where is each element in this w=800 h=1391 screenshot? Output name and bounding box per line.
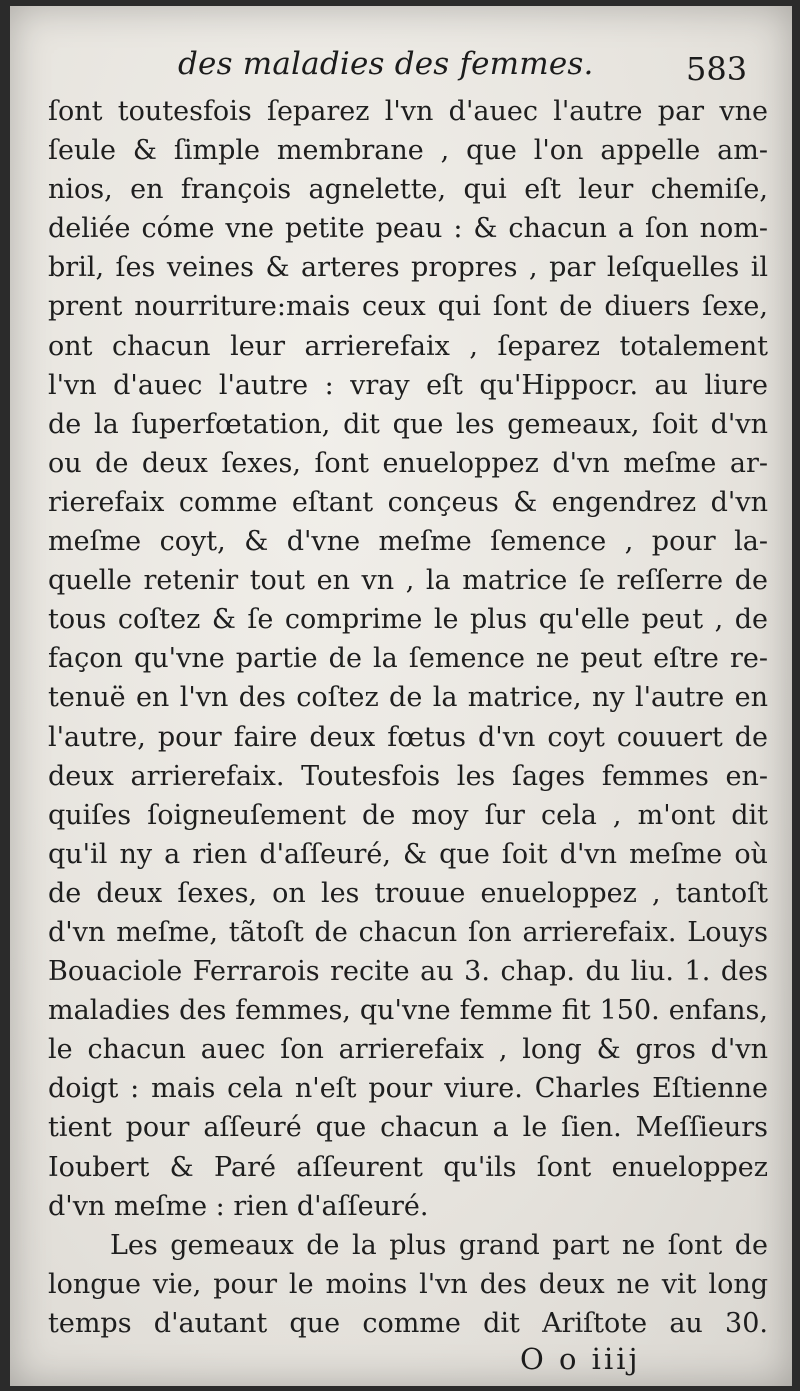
- text-line: tient pour aſſeuré que chacun a le ſien. Meſſieurs: [48, 1112, 768, 1144]
- text-line: tenuë en l'vn des coſtez de la matrice, ny l'autre en: [48, 682, 768, 714]
- signature-mark: O o iiij: [520, 1342, 641, 1376]
- text-line: tous coſtez & ſe comprime le plus qu'elle peut , de: [48, 604, 768, 636]
- text-line: prent nourriture:mais ceux qui ſont de diuers ſexe,: [48, 291, 768, 323]
- text-line: doigt : mais cela n'eſt pour viure. Charles Eſtienne: [48, 1073, 768, 1105]
- running-head: des maladies des femmes.: [178, 46, 594, 82]
- book-page: [10, 6, 792, 1386]
- text-line: bril, ſes veines & arteres propres , par leſquelles il: [48, 252, 768, 284]
- text-line: Bouaciole Ferrarois recite au 3. chap. du liu. 1. des: [48, 956, 768, 988]
- text-line: deliée cóme vne petite peau : & chacun a ſon nom-: [48, 213, 768, 245]
- paragraph-first-line: Les gemeaux de la plus grand part ne ſont de: [110, 1229, 768, 1261]
- text-line: longue vie, pour le moins l'vn des deux ne vit long: [48, 1268, 768, 1300]
- text-line: quiſes ſoigneuſement de moy ſur cela , m'ont dit: [48, 799, 768, 831]
- text-line: maladies des femmes, qu'vne femme fit 150. enfans,: [48, 995, 768, 1027]
- text-line: d'vn meſme : rien d'aſſeuré.: [48, 1190, 429, 1222]
- text-line: qu'il ny a rien d'aſſeuré, & que ſoit d'vn meſme où: [48, 838, 768, 870]
- text-line: rierefaix comme eſtant conçeus & engendrez d'vn: [48, 486, 768, 518]
- text-line: de deux ſexes, on les trouue enueloppez , tantoſt: [48, 877, 768, 909]
- page-number: 583: [686, 50, 748, 88]
- text-line: l'vn d'auec l'autre : vray eſt qu'Hippocr. au liure: [48, 369, 768, 401]
- text-line: le chacun auec ſon arrierefaix , long & gros d'vn: [48, 1034, 768, 1066]
- text-line: ſont toutesfois ſeparez l'vn d'auec l'autre par vne: [48, 96, 768, 127]
- text-line: ſeule & ſimple membrane , que l'on appelle am-: [48, 135, 768, 167]
- text-line: temps d'autant que comme dit Ariſtote au 30.: [48, 1307, 768, 1339]
- text-line: ou de deux ſexes, ſont enueloppez d'vn meſme ar-: [48, 447, 768, 479]
- text-line: nios, en françois agnelette, qui eſt leur chemiſe,: [48, 174, 768, 206]
- text-line: ont chacun leur arrierefaix , ſeparez totalement: [48, 330, 768, 362]
- text-line: l'autre, pour faire deux fœtus d'vn coyt couuert de: [48, 721, 768, 753]
- text-line: quelle retenir tout en vn , la matrice ſe reſſerre de: [48, 565, 768, 597]
- text-line: d'vn meſme, tãtoſt de chacun ſon arrierefaix. Louys: [48, 916, 768, 948]
- text-line: façon qu'vne partie de la ſemence ne peut eſtre re-: [48, 643, 768, 675]
- body-text: [48, 92, 768, 1343]
- text-line: meſme coyt, & d'vne meſme ſemence , pour la-: [48, 526, 768, 558]
- text-line: de la ſuperfœtation, dit que les gemeaux, ſoit d'vn: [48, 408, 768, 440]
- text-line: Ioubert & Paré aſſeurent qu'ils ſont enueloppez: [48, 1151, 768, 1183]
- text-line: deux arrierefaix. Toutesfois les ſages femmes en-: [48, 760, 768, 792]
